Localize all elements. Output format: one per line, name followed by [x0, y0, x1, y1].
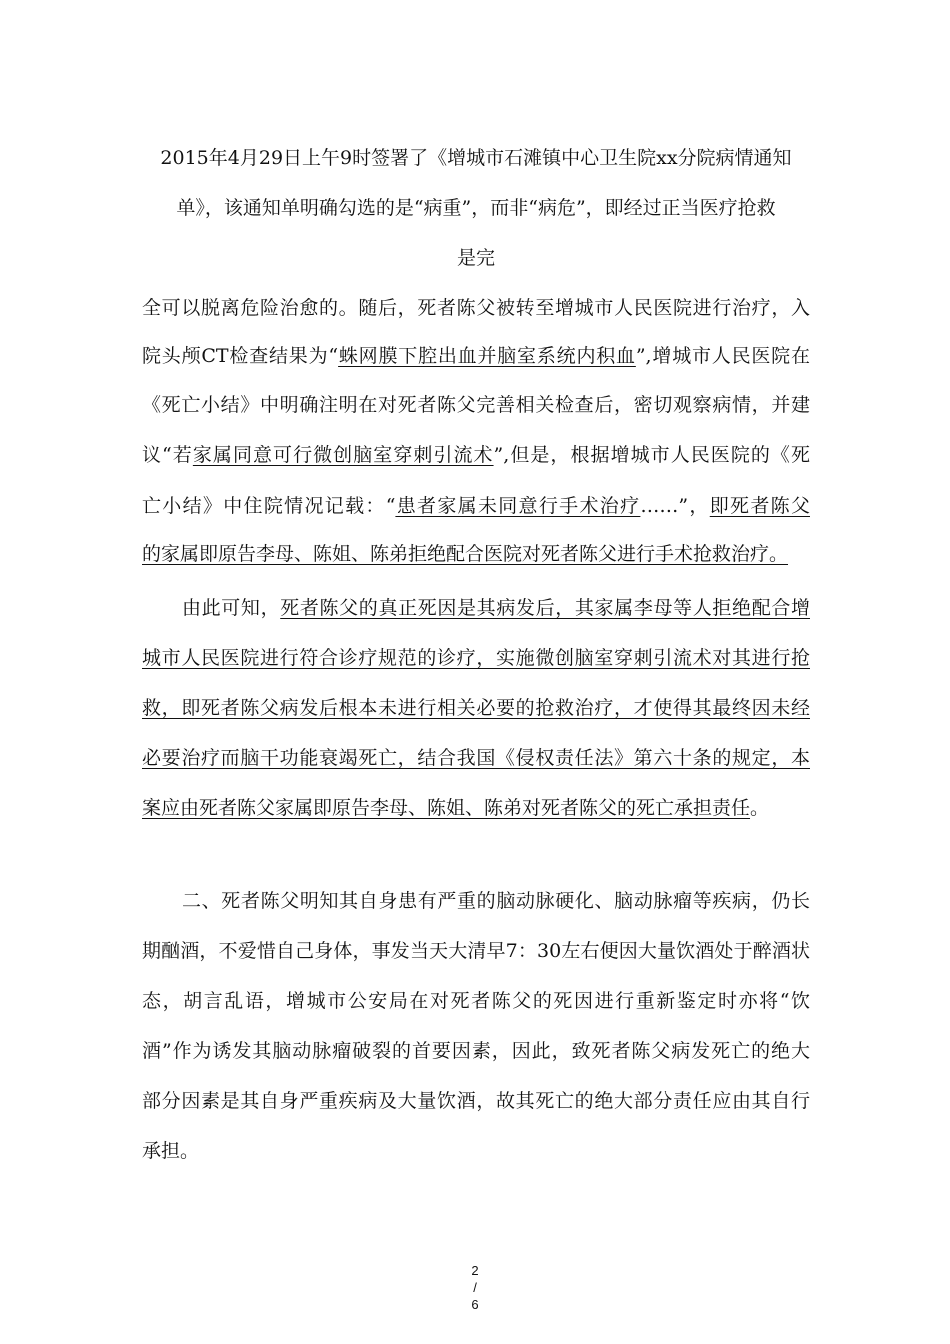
page-number: 2 — [471, 1263, 479, 1278]
paragraph-line: 部分因素是其自身严重疾病及大量饮酒，故其死亡的绝大部分责任应由其自行 — [142, 1090, 810, 1112]
paragraph-line — [142, 746, 810, 770]
underlined-text: 必要治疗而脑干功能衰竭死亡，结合我国《侵权责任法》第六十条的规定，本 — [142, 747, 810, 769]
paragraph-line: 亡小结》中住院情况记载：“患者家属未同意行手术治疗……”，即死者陈父 — [142, 495, 810, 517]
paragraph-line: 承担。 — [142, 1140, 200, 1162]
underlined-text: 患者家属未同意行手术治疗 — [395, 495, 641, 517]
paragraph-line: 单》，该通知单明确勾选的是“病重”，而非“病危”，即经过正当医疗抢救 — [176, 197, 776, 219]
underlined-text: 蛛网膜下腔出血并脑室系统内积血 — [338, 345, 636, 367]
underlined-text: 救，即死者陈父病发后根本未进行相关必要的抢救治疗，才使得其最终因未经 — [142, 697, 810, 719]
paragraph-line — [142, 646, 810, 670]
paragraph-line: 议“若家属同意可行微创脑室穿刺引流术”,但是，根据增城市人民医院的《死 — [142, 444, 810, 466]
page-total: 6 — [471, 1297, 479, 1312]
paragraph-line: 案应由死者陈父家属即原告李母、陈姐、陈弟对死者陈父的死亡承担责任。 — [142, 797, 770, 819]
paragraph-line: 《死亡小结》中明确注明在对死者陈父完善相关检查后，密切观察病情，并建 — [142, 394, 810, 416]
paragraph-line: 全可以脱离危险治愈的。随后，死者陈父被转至增城市人民医院进行治疗，入 — [142, 297, 810, 319]
paragraph-line: 由此可知，死者陈父的真正死因是其病发后，其家属李母等人拒绝配合增 — [182, 597, 810, 619]
page-number-separator: / — [473, 1280, 477, 1295]
paragraph-line: 院头颅CT检查结果为“蛛网膜下腔出血并脑室系统内积血”,增城市人民医院在 — [142, 345, 810, 367]
underlined-text: 家属同意可行微创脑室穿刺引流术 — [192, 444, 494, 466]
paragraph-line: 二、死者陈父明知其自身患有严重的脑动脉硬化、脑动脉瘤等疾病，仍长 — [182, 890, 810, 912]
paragraph-line: 酒”作为诱发其脑动脉瘤破裂的首要因素，因此，致死者陈父病发死亡的绝大 — [142, 1040, 810, 1062]
paragraph-line — [142, 696, 810, 720]
underlined-text: 死者陈父的真正死因是其病发后，其家属李母等人拒绝配合增 — [280, 597, 810, 619]
paragraph-line: 2015年4月29日上午9时签署了《增城市石滩镇中心卫生院xx分院病情通知 — [160, 147, 792, 169]
underlined-text: 的家属即原告李母、陈姐、陈弟拒绝配合医院对死者陈父进行手术抢救治疗。 — [142, 543, 789, 565]
paragraph-line — [142, 542, 810, 566]
paragraph-line: 是完 — [456, 247, 495, 269]
paragraph-line: 态，胡言乱语，增城市公安局在对死者陈父的死因进行重新鉴定时亦将“饮 — [142, 990, 810, 1012]
paragraph-line: 期酗酒，不爱惜自己身体，事发当天大清早7：30左右便因大量饮酒处于醉酒状 — [142, 940, 810, 962]
underlined-text: 即死者陈父 — [709, 495, 810, 517]
underlined-text: 案应由死者陈父家属即原告李母、陈姐、陈弟对死者陈父的死亡承担责任 — [142, 797, 751, 819]
underlined-text: 城市人民医院进行符合诊疗规范的诊疗，实施微创脑室穿刺引流术对其进行抢 — [142, 647, 810, 669]
